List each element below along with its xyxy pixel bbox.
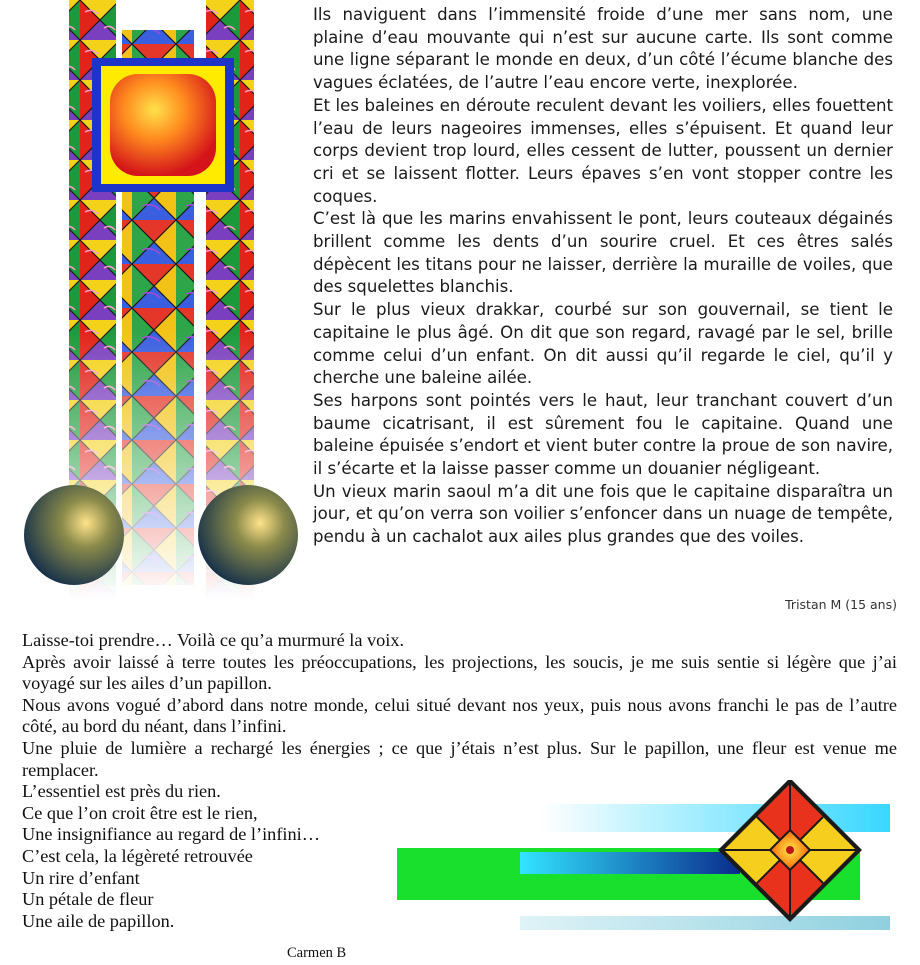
verse-line: Ce que l’on croit être est le rien, xyxy=(22,802,258,823)
author-signature: Carmen B xyxy=(287,945,347,961)
verse-line: L’essentiel est près du rien. xyxy=(22,781,221,802)
author-signature: Tristan M (15 ans) xyxy=(785,597,897,612)
paragraph: Ils naviguent dans l’immensité froide d’une mer sans nom, une plaine d’eau mouvante qui n’est sur aucune carte. Ils sont comme une ligne séparant le monde en deux, d’un côté l’écume blanche des vagues éclatées, de l’autre l’eau encore verte, inexplorée. xyxy=(313,5,893,93)
paragraph: Nous avons vogué d’abord dans notre monde, celui situé devant nos yeux, puis nous avons franchi le pas de l’autre côté, au bord du néant, dans l’infini. xyxy=(22,694,897,737)
verse-line: Un pétale de fleur xyxy=(22,889,154,910)
story-tristan-text xyxy=(313,4,893,549)
paragraph: Ses harpons sont pointés vers le haut, leur tranchant couvert d’un baume cicatrisant, il est sûrement fou le capitaine. Quand une baleine épuisée s’endort et vient buter contre la proue de son navire, il s’écarte et la laisse passer comme un douanier négligeant. xyxy=(313,390,893,479)
paragraph: Une pluie de lumière a rechargé les énergies ; ce que j’étais n’est plus. Sur le papillon, une fleur est venue me remplacer. xyxy=(22,737,897,780)
paragraph: Sur le plus vieux drakkar, courbé sur son gouvernail, se tient le capitaine le plus âgé. On dit que son regard, ravagé par le sel, brille comme celui d’un enfant. On dit aussi qu’il regarde le ciel, qu’il y cherche une baleine ailée. xyxy=(313,300,893,388)
paragraph: C’est là que les marins envahissent le pont, leurs couteaux dégainés brillent comme les dents d’un sourire cruel. Et ces êtres salés dépècent les titans pour ne laisser, derrière la muraille de voiles, que des squelettes blanchis. xyxy=(313,209,893,297)
decorative-artwork-diamond xyxy=(390,780,900,940)
verse-line: Un rire d’enfant xyxy=(22,867,140,888)
verse-line: Une aile de papillon. xyxy=(22,910,175,931)
decorative-artwork-columns xyxy=(0,0,300,600)
paragraph: Laisse-toi prendre… Voilà ce qu’a murmuré la voix. xyxy=(22,630,405,650)
verse-line: C’est cela, la légèreté retrouvée xyxy=(22,845,253,866)
verse-line: Une insignifiance au regard de l’infini… xyxy=(22,824,320,845)
paragraph: Un vieux marin saoul m’a dit une fois que le capitaine disparaîtra un jour, et qu’on verra son voilier s’enfoncer dans un nuage de tempête, pendu à un cachalot aux ailes plus grandes que des voiles. xyxy=(313,481,893,547)
paragraph: Après avoir laissé à terre toutes les préoccupations, les projections, les soucis, je me suis sentie si légère que j’ai voyagé sur les ailes d’un papillon. xyxy=(22,651,897,694)
paragraph: Et les baleines en déroute reculent devant les voiliers, elles fouettent l’eau de leurs nageoires immenses, elles s’épuisent. Et quand leur corps devient trop lourd, elles cessent de lutter, poussent un dernier cri et se laissent flotter. Leurs épaves s’en vont stopper contre les coques. xyxy=(313,95,893,206)
